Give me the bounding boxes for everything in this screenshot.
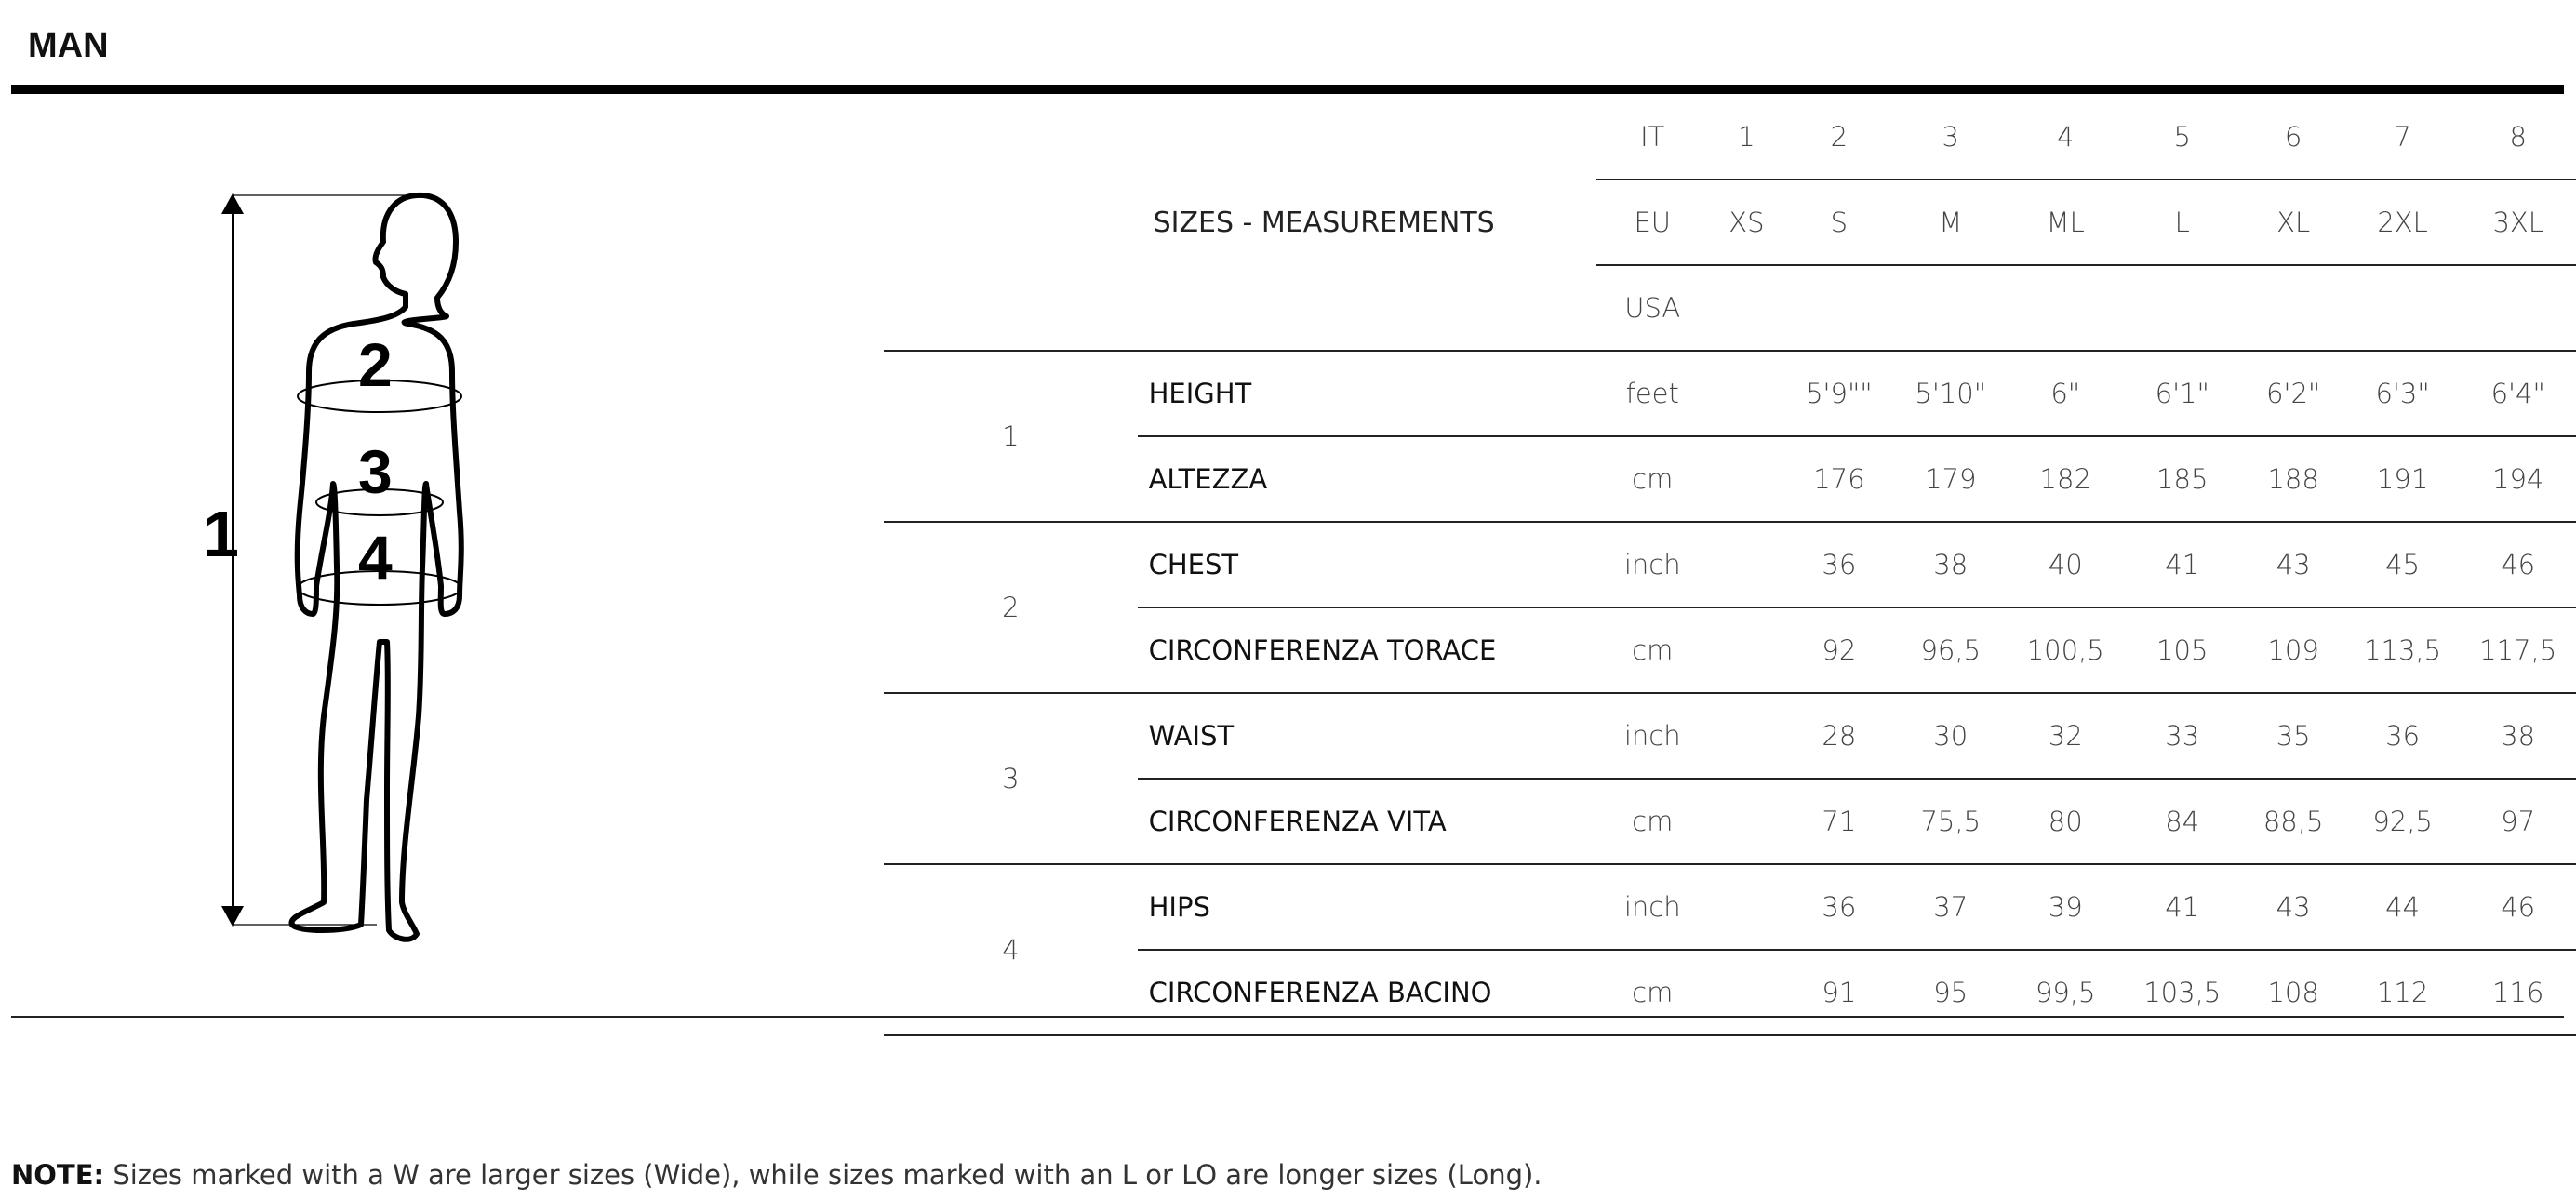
- note-label: NOTE:: [11, 1159, 105, 1191]
- measurement-label: HIPS: [1138, 864, 1597, 950]
- value-cell: 46: [2460, 864, 2576, 950]
- eu-cell: XS: [1708, 180, 1784, 265]
- measurement-label: HEIGHT: [1138, 351, 1597, 436]
- value-cell: 37: [1893, 864, 2008, 950]
- value-cell: 6'2": [2241, 351, 2344, 436]
- table-row: [884, 864, 2576, 950]
- measurement-label: CIRCONFERENZA VITA: [1138, 779, 1597, 864]
- value-cell: 32: [2008, 693, 2123, 779]
- value-cell: 105: [2123, 607, 2241, 693]
- value-cell: 108: [2241, 950, 2344, 1035]
- value-cell: 33: [2123, 693, 2241, 779]
- value-cell: 179: [1893, 436, 2008, 522]
- group-number: 2: [884, 522, 1138, 693]
- value-cell: 96,5: [1893, 607, 2008, 693]
- table-row-usa: [884, 265, 2576, 351]
- unit-cell: cm: [1596, 436, 1708, 522]
- value-cell: 194: [2460, 436, 2576, 522]
- value-cell: 100,5: [2008, 607, 2123, 693]
- eu-cell: 2XL: [2345, 180, 2461, 265]
- table-row: [884, 522, 2576, 607]
- it-cell: 5: [2123, 95, 2241, 180]
- value-cell: 113,5: [2345, 607, 2461, 693]
- value-cell: 5'9"": [1785, 351, 1893, 436]
- value-cell: 39: [2008, 864, 2123, 950]
- value-cell: 6'1": [2123, 351, 2241, 436]
- value-cell: 182: [2008, 436, 2123, 522]
- unit-cell: feet: [1596, 351, 1708, 436]
- value-cell: 28: [1785, 693, 1893, 779]
- table-row-it: [884, 95, 2576, 180]
- value-cell: 41: [2123, 522, 2241, 607]
- it-cell: 6: [2241, 95, 2344, 180]
- table-row: [884, 351, 2576, 436]
- value-cell: 36: [2345, 693, 2461, 779]
- it-cell: 7: [2345, 95, 2461, 180]
- unit-cell: inch: [1596, 522, 1708, 607]
- footnote: [11, 1159, 1542, 1191]
- table-bottom-divider: [11, 1016, 2564, 1018]
- size-table: [884, 95, 2576, 1036]
- usa-label: USA: [1596, 265, 1708, 351]
- measurement-label: ALTEZZA: [1138, 436, 1597, 522]
- value-cell: 43: [2241, 864, 2344, 950]
- label-4: 4: [358, 523, 393, 592]
- unit-cell: cm: [1596, 950, 1708, 1035]
- value-cell: [1708, 693, 1784, 779]
- value-cell: 36: [1785, 522, 1893, 607]
- group-number: 4: [884, 864, 1138, 1035]
- value-cell: 103,5: [2123, 950, 2241, 1035]
- table-row: [884, 779, 2576, 864]
- value-cell: 45: [2345, 522, 2461, 607]
- value-cell: 40: [2008, 522, 2123, 607]
- group-number: 3: [884, 693, 1138, 864]
- group-number: 1: [884, 351, 1138, 522]
- eu-cell: 3XL: [2460, 180, 2576, 265]
- value-cell: 38: [1893, 522, 2008, 607]
- label-1: 1: [203, 498, 239, 570]
- value-cell: 112: [2345, 950, 2461, 1035]
- note-text: Sizes marked with a W are larger sizes (Wide), while sizes marked with an L or LO are longer sizes (Long).: [104, 1159, 1542, 1191]
- value-cell: 36: [1785, 864, 1893, 950]
- body-measurement-diagram-icon: [167, 177, 558, 949]
- unit-cell: cm: [1596, 607, 1708, 693]
- value-cell: 38: [2460, 693, 2576, 779]
- it-cell: 1: [1708, 95, 1784, 180]
- value-cell: [1708, 864, 1784, 950]
- page-title: MAN: [28, 26, 109, 65]
- value-cell: [1708, 950, 1784, 1035]
- value-cell: 91: [1785, 950, 1893, 1035]
- value-cell: 95: [1893, 950, 2008, 1035]
- value-cell: 188: [2241, 436, 2344, 522]
- it-cell: 4: [2008, 95, 2123, 180]
- value-cell: 109: [2241, 607, 2344, 693]
- value-cell: 185: [2123, 436, 2241, 522]
- table-row: [884, 607, 2576, 693]
- it-cell: 8: [2460, 95, 2576, 180]
- value-cell: 6'4": [2460, 351, 2576, 436]
- value-cell: 116: [2460, 950, 2576, 1035]
- eu-cell: L: [2123, 180, 2241, 265]
- value-cell: 88,5: [2241, 779, 2344, 864]
- it-cell: 2: [1785, 95, 1893, 180]
- measurement-label: WAIST: [1138, 693, 1597, 779]
- value-cell: 41: [2123, 864, 2241, 950]
- table-header-title: SIZES - MEASUREMENTS: [1153, 206, 1495, 239]
- eu-cell: XL: [2241, 180, 2344, 265]
- measurement-label: CHEST: [1138, 522, 1597, 607]
- value-cell: 46: [2460, 522, 2576, 607]
- table-row: [884, 436, 2576, 522]
- unit-cell: inch: [1596, 864, 1708, 950]
- title-divider: [11, 85, 2564, 94]
- value-cell: 80: [2008, 779, 2123, 864]
- value-cell: 191: [2345, 436, 2461, 522]
- value-cell: [1708, 351, 1784, 436]
- value-cell: 43: [2241, 522, 2344, 607]
- it-cell: 3: [1893, 95, 2008, 180]
- value-cell: 84: [2123, 779, 2241, 864]
- value-cell: 99,5: [2008, 950, 2123, 1035]
- value-cell: [1708, 779, 1784, 864]
- table-row-eu: [884, 180, 2576, 265]
- eu-cell: ML: [2008, 180, 2123, 265]
- eu-cell: S: [1785, 180, 1893, 265]
- measurement-label: CIRCONFERENZA BACINO: [1138, 950, 1597, 1035]
- value-cell: 5'10": [1893, 351, 2008, 436]
- value-cell: 92,5: [2345, 779, 2461, 864]
- value-cell: [1708, 436, 1784, 522]
- label-3: 3: [358, 437, 393, 506]
- value-cell: 176: [1785, 436, 1893, 522]
- unit-cell: inch: [1596, 693, 1708, 779]
- table-row: [884, 693, 2576, 779]
- value-cell: 117,5: [2460, 607, 2576, 693]
- eu-label: EU: [1596, 180, 1708, 265]
- it-label: IT: [1596, 95, 1708, 180]
- value-cell: 35: [2241, 693, 2344, 779]
- value-cell: 44: [2345, 864, 2461, 950]
- measurement-label: CIRCONFERENZA TORACE: [1138, 607, 1597, 693]
- label-2: 2: [358, 330, 393, 399]
- value-cell: 6": [2008, 351, 2123, 436]
- eu-cell: M: [1893, 180, 2008, 265]
- value-cell: 92: [1785, 607, 1893, 693]
- value-cell: 30: [1893, 693, 2008, 779]
- value-cell: [1708, 607, 1784, 693]
- value-cell: 71: [1785, 779, 1893, 864]
- value-cell: [1708, 522, 1784, 607]
- unit-cell: cm: [1596, 779, 1708, 864]
- value-cell: 75,5: [1893, 779, 2008, 864]
- value-cell: 6'3": [2345, 351, 2461, 436]
- table-row: [884, 950, 2576, 1035]
- value-cell: 97: [2460, 779, 2576, 864]
